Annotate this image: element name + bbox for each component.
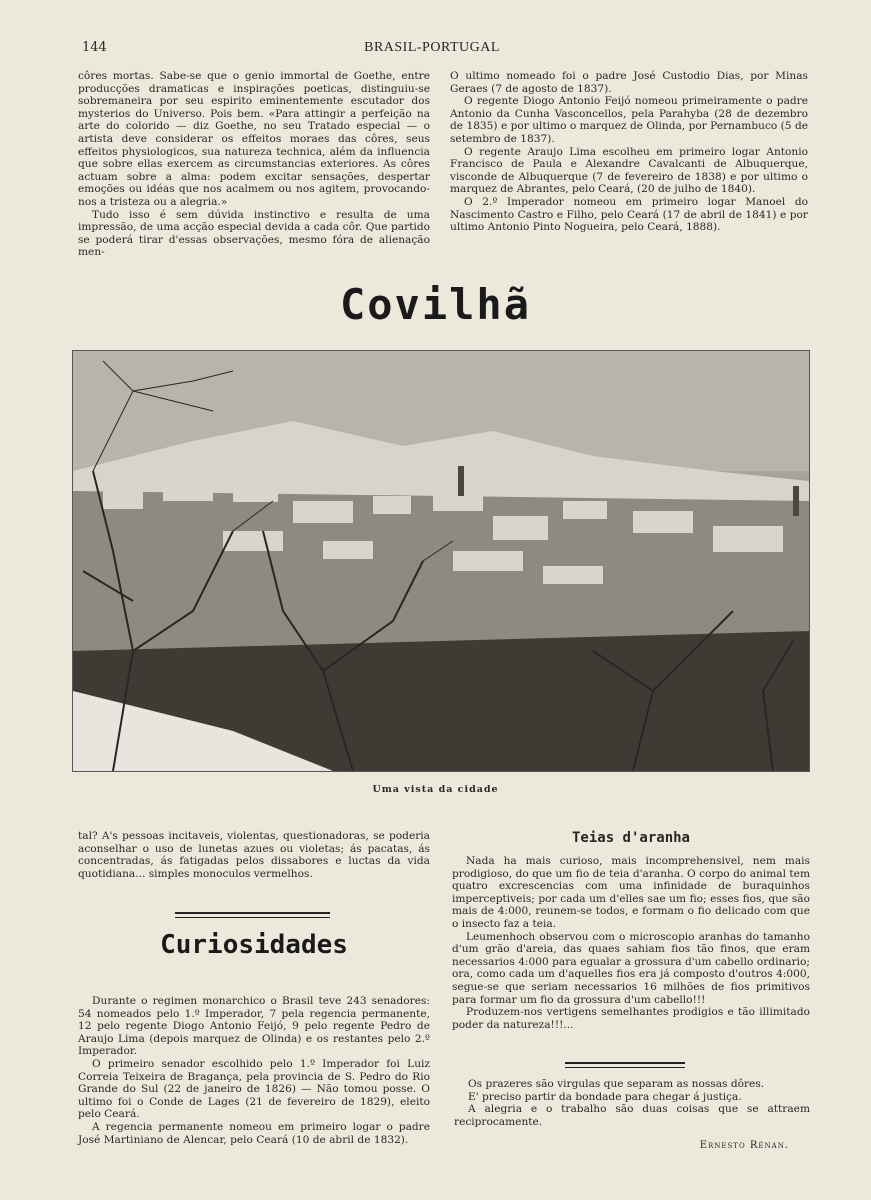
teias-column bbox=[452, 855, 810, 1031]
photo-caption: Uma vista da cidade bbox=[372, 784, 499, 795]
page-number: 144 bbox=[82, 40, 107, 55]
quote: E' preciso partir da bondade para chegar á justiça. bbox=[468, 1090, 742, 1103]
section-title-curiosidades: Curiosidades bbox=[160, 930, 348, 960]
bottom-left-column bbox=[78, 830, 430, 880]
paragraph: O regente Araujo Lima escolheu em primeiro logar Antonio Francisco de Paula e Alexandre Cavalcanti de Albuquerque, visconde de Albuquerque (7 de fevereiro de 1838) e por ultimo o marquez de Abrantes, pelo Ceará, (20 de julho de 1840). bbox=[450, 145, 808, 196]
section-title-covilha: Covilhã bbox=[339, 280, 531, 329]
paragraph: côres mortas. Sabe-se que o genio immortal de Goethe, entre producções dramaticas e inspirações poeticas, distinguiu-se sobremaneira por seu espirito eminentemente escutador dos mysterios do Universo. Pois bem. «Para attingir a perfeição na arte do colorido — diz Goethe, no seu Tratado especial — o artista deve considerar os effeitos moraes das côres, seus effeitos physiologicos, sua natureza technica, além da influencia que sobre ellas exercem as circumstancias exteriores. As côres actuam sobre a alma: podem excitar sensações, despertar emoções ou idéas que nos acalmem ou nos agitem, provocando-nos a tristeza ou a alegria.» bbox=[78, 70, 430, 208]
page-header bbox=[82, 40, 782, 62]
paragraph: O primeiro senador escolhido pelo 1.º Imperador foi Luiz Correia Teixeira de Bragança, pela provincia de S. Pedro do Rio Grande do Sul (22 de janeiro de 1826) — Não tomou posse. O ultimo foi o Conde de Lages (21 de fevereiro de 1829), eleito pelo Ceará. bbox=[78, 1057, 430, 1121]
quotes-column bbox=[454, 1078, 810, 1128]
section-title-teias: Teias d'aranha bbox=[571, 830, 690, 846]
running-title: BRASIL-PORTUGAL bbox=[364, 40, 500, 55]
divider bbox=[565, 1062, 685, 1064]
author-signature: Ernesto Rénan. bbox=[699, 1140, 789, 1151]
curiosidades-column bbox=[78, 995, 430, 1146]
divider bbox=[175, 917, 330, 918]
top-left-column bbox=[78, 70, 430, 259]
paragraph: A regencia permanente nomeou em primeiro logar o padre José Martiniano de Alencar, pelo Ceará (10 de abril de 1832). bbox=[78, 1120, 430, 1146]
city-photograph bbox=[72, 350, 810, 772]
paragraph: Tudo isso é sem dúvida instinctivo e resulta de uma impressão, de uma acção especial devida a cada côr. Que partido se poderá tirar d'essas observações, mesmo fóra de alienação men- bbox=[78, 208, 430, 259]
photo-illustration bbox=[73, 351, 809, 771]
paragraph: O ultimo nomeado foi o padre José Custodio Dias, por Minas Geraes (7 de agosto de 1837). bbox=[450, 70, 808, 95]
paragraph: tal? A's pessoas incitaveis, violentas, questionadoras, se poderia aconselhar o uso de lunetas azues ou violetas; ás pacatas, ás concentradas, ás fatigadas pelos dissabores e luctas da vida quotidiana... simples monoculos vermelhos. bbox=[78, 830, 430, 880]
paragraph: O 2.º Imperador nomeou em primeiro logar Manoel do Nascimento Castro e Filho, pelo Ceará (17 de abril de 1841) e por ultimo Antonio Pinto Nogueira, pelo Ceará, 1888). bbox=[450, 195, 808, 234]
divider bbox=[175, 912, 330, 914]
paragraph: Leumenhoch observou com o microscopio aranhas do tamanho d'um grão d'areia, das quaes sahiam fios tão finos, que eram necessarios 4:000 para egualar a grossura d'um cabello ordinario; ora, como cada um d'aquelles fios era já composto d'outros 4:000, segue-se que seriam necessarios 16 milhões de fios primitivos para formar um fio da grossura d'um cabello!!! bbox=[452, 930, 810, 1006]
paragraph: Produzem-nos vertigens semelhantes prodigios e tão illimitado poder da natureza!!!... bbox=[452, 1006, 810, 1031]
paragraph: Nada ha mais curioso, mais incomprehensivel, nem mais prodigioso, do que um fio de teia d'aranha. O corpo do animal tem quatro excrescencias com uma infinidade de buraquinhos imperceptiveis; por cada um d'elles sae um fio; esses fios, que são mais de 4:000, reunem-se todos, e formam o fio delicado com que o insecto faz a teia. bbox=[452, 855, 810, 930]
quote: Os prazeres são virgulas que separam as nossas dôres. bbox=[468, 1078, 765, 1090]
quote: A alegria e o trabalho são duas coisas que se attraem reciprocamente. bbox=[454, 1103, 810, 1128]
top-right-column bbox=[450, 70, 808, 234]
paragraph: Durante o regimen monarchico o Brasil teve 243 senadores: 54 nomeados pelo 1.º Imperador, 7 pela regencia permanente, 12 pelo regente Diogo Antonio Feijó, 9 pelo regente Pedro de Araujo Lima (depois marquez de Olinda) e os restantes pelo 2.º Imperador. bbox=[78, 995, 430, 1058]
paragraph: O regente Diogo Antonio Feijó nomeou primeiramente o padre Antonio da Cunha Vasconcellos, pela Parahyba (28 de dezembro de 1835) e por ultimo o marquez de Olinda, por Pernambuco (5 de setembro de 1837). bbox=[450, 95, 808, 145]
divider bbox=[565, 1067, 685, 1068]
